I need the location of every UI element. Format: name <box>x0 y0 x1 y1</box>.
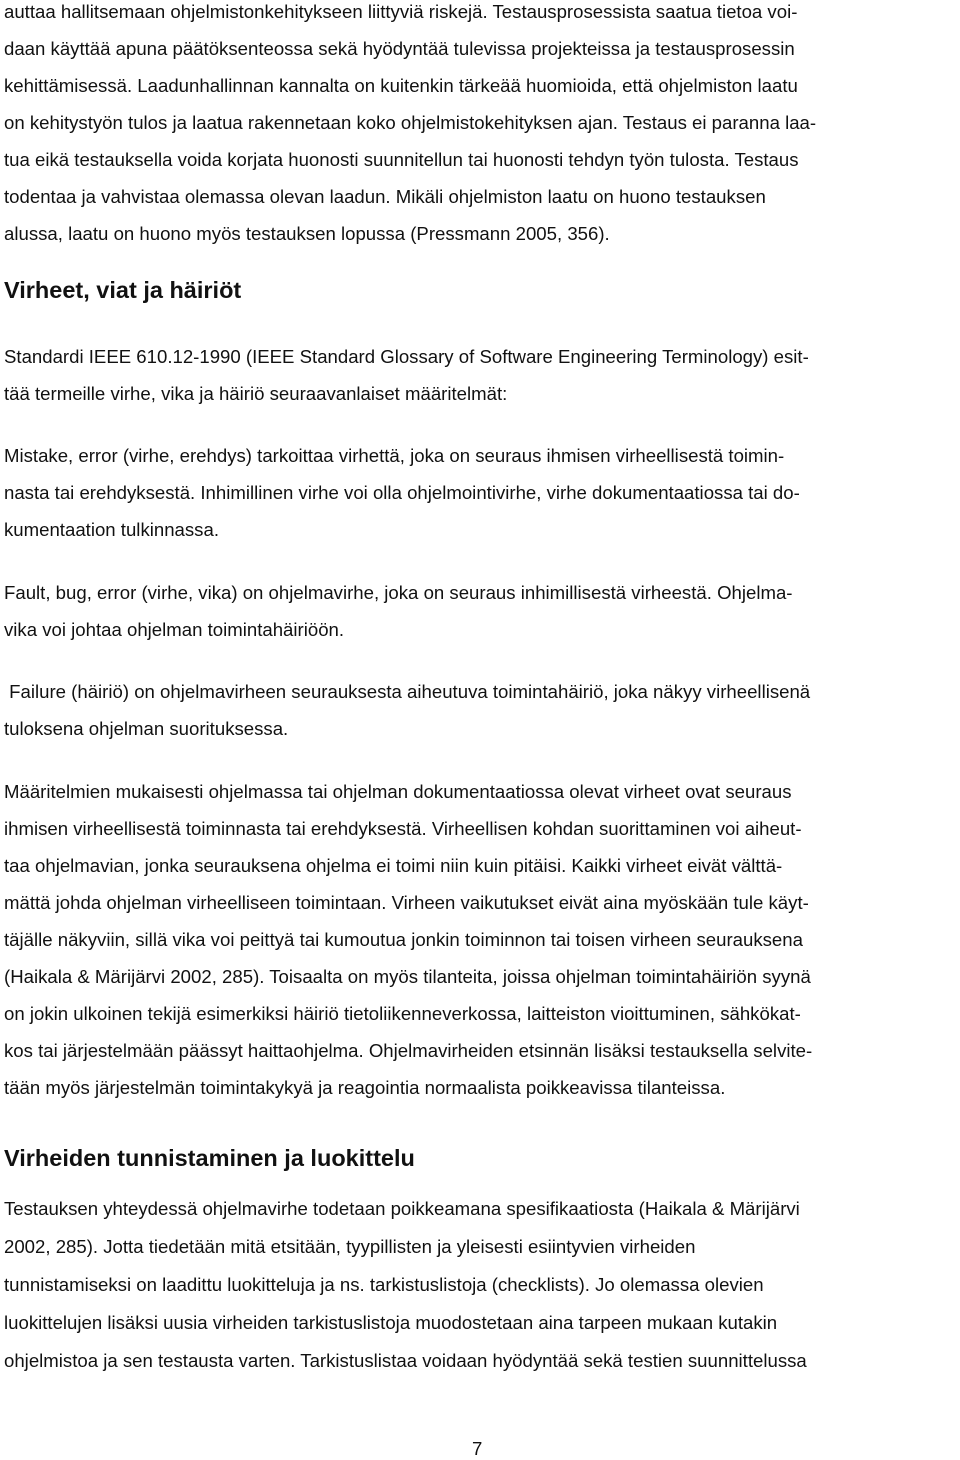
text-line: tunnistamiseksi on laadittu luokitteluja ja ns. tarkistuslistoja (checklists). Jo olemassa olevien <box>4 1274 764 1295</box>
text-line: tään myös järjestelmän toimintakykyä ja reagointia normaalista poikkeavissa tilanteissa. <box>4 1077 726 1098</box>
text-line: tää termeille virhe, vika ja häiriö seuraavanlaiset määritelmät: <box>4 383 508 404</box>
text-line: tuloksena ohjelman suorituksessa. <box>4 718 289 739</box>
text-line: kos tai järjestelmään päässyt haittaohjelma. Ohjelmavirheiden etsinnän lisäksi testauksella selvite- <box>4 1040 813 1061</box>
text-line: 2002, 285). Jotta tiedetään mitä etsitään, tyypillisten ja yleisesti esiintyvien virheiden <box>4 1236 696 1257</box>
text-line: Määritelmien mukaisesti ohjelmassa tai ohjelman dokumentaatiossa olevat virheet ovat seuraus <box>4 781 792 802</box>
text-line: ohjelmistoa ja sen testausta varten. Tarkistuslistaa voidaan hyödyntää sekä testien suunnittelussa <box>4 1350 807 1371</box>
section-heading: Virheiden tunnistaminen ja luokittelu <box>4 1145 415 1171</box>
text-line: ihmisen virheellisestä toiminnasta tai erehdyksestä. Virheellisen kohdan suorittaminen voi aiheut- <box>4 818 802 839</box>
text-line: Failure (häiriö) on ohjelmavirheen seurauksesta aiheutuva toimintahäiriö, joka näkyy virheellisenä <box>4 681 811 702</box>
text-line: mättä johda ohjelman virheelliseen toimintaan. Virheen vaikutukset eivät aina myöskään tule käyt- <box>4 892 809 913</box>
section-heading: Virheet, viat ja häiriöt <box>4 277 242 303</box>
text-line: (Haikala & Märijärvi 2002, 285). Toisaalta on myös tilanteita, joissa ohjelman toimintahäiriön syynä <box>4 966 811 987</box>
text-line: nasta tai erehdyksestä. Inhimillinen virhe voi olla ohjelmointivirhe, virhe dokumentaatiossa tai do- <box>4 482 800 503</box>
page-number: 7 <box>472 1438 483 1459</box>
text-line: on jokin ulkoinen tekijä esimerkiksi häiriö tietoliikenneverkossa, laitteiston vioittuminen, sähkökat- <box>4 1003 801 1024</box>
text-line: Testauksen yhteydessä ohjelmavirhe todetaan poikkeamana spesifikaatiosta (Haikala & Märijärvi <box>4 1198 800 1219</box>
text-line: alussa, laatu on huono myös testauksen lopussa (Pressmann 2005, 356). <box>4 223 610 244</box>
text-line: on kehitystyön tulos ja laatua rakennetaan koko ohjelmistokehityksen ajan. Testaus ei paranna laa- <box>4 112 817 133</box>
text-line: todentaa ja vahvistaa olemassa olevan laadun. Mikäli ohjelmiston laatu on huono testauksen <box>4 186 766 207</box>
text-line: auttaa hallitsemaan ohjelmistonkehitykseen liittyviä riskejä. Testausprosessista saatua tietoa voi- <box>4 1 798 22</box>
text-line: Fault, bug, error (virhe, vika) on ohjelmavirhe, joka on seuraus inhimillisestä virheestä. Ohjelma- <box>4 582 793 603</box>
text-line: taa ohjelmavian, jonka seurauksena ohjelma ei toimi niin kuin pitäisi. Kaikki virheet eivät välttä- <box>4 855 783 876</box>
text-line: tua eikä testauksella voida korjata huonosti suunnitellun tai huonosti tehdyn työn tulosta. Testaus <box>4 149 799 170</box>
text-line: kumentaation tulkinnassa. <box>4 519 219 540</box>
text-line: Standardi IEEE 610.12-1990 (IEEE Standard Glossary of Software Engineering Terminology) esit- <box>4 346 809 367</box>
text-line: daan käyttää apuna päätöksenteossa sekä hyödyntää tulevissa projekteissa ja testausprosessin <box>4 38 795 59</box>
text-line: vika voi johtaa ohjelman toimintahäiriöön. <box>4 619 345 640</box>
text-line: täjälle näkyviin, sillä vika voi peittyä tai kumoutua jonkin toiminnon tai toisen virheen seurauksena <box>4 929 803 950</box>
text-line: Mistake, error (virhe, erehdys) tarkoittaa virhettä, joka on seuraus ihmisen virheellisestä toimin- <box>4 445 785 466</box>
text-line: luokittelujen lisäksi uusia virheiden tarkistuslistoja muodostetaan aina tarpeen mukaan kutakin <box>4 1312 778 1333</box>
text-line: kehittämisessä. Laadunhallinnan kannalta on kuitenkin tärkeää huomioida, että ohjelmiston laatu <box>4 75 798 96</box>
